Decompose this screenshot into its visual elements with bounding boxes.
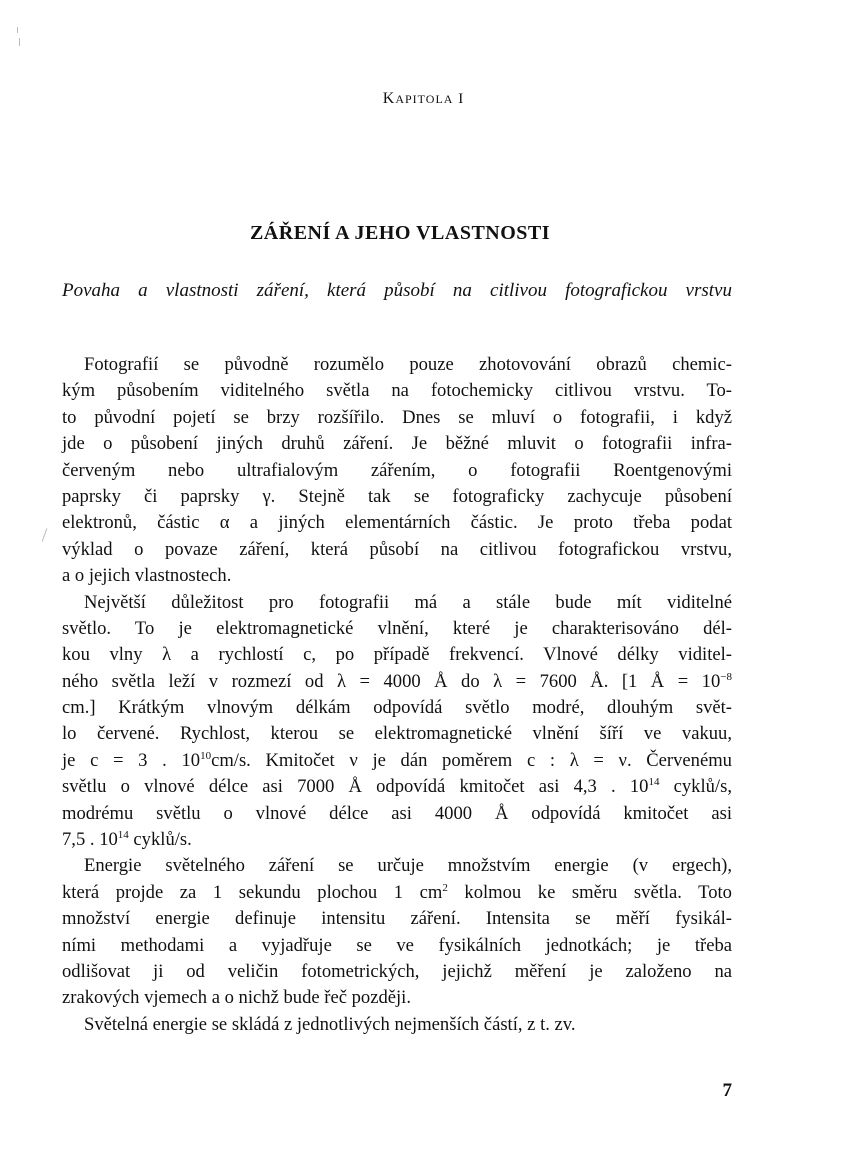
- running-head-initial: K: [382, 90, 396, 107]
- text-segment: Světelná energie se skládá z jednotlivých nejmenších částí, z t. zv.: [84, 1013, 576, 1035]
- text-segment: odlišovat ji od veličin fotometrických, jejichž měření je založeno na: [62, 960, 732, 982]
- text-line: [62, 827, 732, 853]
- text-segment: zrakových vjemech a o nichž bude řeč později.: [62, 987, 411, 1009]
- text-segment: ného světla leží v rozmezí od λ = 4000 Å do λ = 7600 Å. [1 Å = 10: [62, 670, 721, 692]
- text-segment: elektronů, částic α a jiných elementárních částic. Je proto třeba podat: [62, 512, 732, 534]
- text-segment: jde o působení jiných druhů záření. Je běžné mluvit o fotografii infra-: [62, 433, 732, 455]
- text-segment: cyklů/s.: [128, 829, 192, 851]
- text-segment: Fotografií se původně rozumělo pouze zhotovování obrazů chemic-: [84, 354, 732, 375]
- text-segment: 7,5 . 10: [62, 829, 118, 851]
- text-segment: kým působením viditelného světla na fotochemicky citlivou vrstvu. To-: [62, 380, 732, 402]
- paragraph: [62, 352, 732, 590]
- text-segment: cyklů/s,: [659, 776, 732, 798]
- chapter-title: ZÁŘENÍ A JEHO VLASTNOSTI: [249, 222, 551, 244]
- text-segment: lo červené. Rychlost, kterou se elektromagnetické vlnění šíří ve vakuu,: [62, 723, 732, 745]
- text-segment: cm/s. Kmitočet ν je dán poměrem c : λ = ν. Červenému: [211, 749, 732, 771]
- text-line: [62, 1012, 732, 1038]
- text-line: [62, 748, 732, 774]
- text-segment: červeným nebo ultrafialovým zářením, o fotografii Roentgenovými: [62, 459, 732, 481]
- text-segment: je c = 3 . 10: [62, 749, 201, 771]
- running-head: [0, 90, 847, 108]
- text-line: [62, 959, 732, 985]
- text-line: [62, 431, 732, 457]
- text-line: [62, 933, 732, 959]
- text-segment: Největší důležitost pro fotografii má a stále bude mít viditelné: [84, 591, 732, 613]
- text-line: [62, 458, 732, 484]
- superscript: −8: [720, 670, 732, 683]
- text-line: [62, 642, 732, 668]
- text-line: [62, 801, 732, 827]
- superscript: 14: [648, 776, 660, 789]
- text-segment: světlu o vlnové délce asi 7000 Å odpovídá kmitočet asi 4,3 . 10: [62, 776, 649, 798]
- text-segment: paprsky či paprsky γ. Stejně tak se fotograficky zachycuje působení: [62, 485, 732, 507]
- paragraph: [62, 1012, 732, 1038]
- text-segment: výklad o povaze záření, která působí na citlivou fotografickou vrstvu,: [62, 538, 732, 560]
- text-line: [62, 484, 732, 510]
- running-head-word: APITOLA: [395, 92, 454, 106]
- body-text: [62, 352, 732, 1038]
- scan-artifact: [42, 528, 48, 541]
- paragraph: [62, 590, 732, 854]
- text-line: [62, 352, 732, 378]
- running-head-numeral: I: [458, 91, 465, 107]
- text-segment: to původní pojetí se brzy rozšířilo. Dnes se mluví o fotografii, i když: [62, 406, 732, 428]
- text-segment: ními methodami a vyjadřuje se ve fysikálních jednotkách; je třeba: [62, 934, 732, 956]
- text-segment: a o jejich vlastnostech.: [62, 565, 232, 587]
- text-line: [62, 721, 732, 747]
- superscript: 10: [200, 749, 212, 762]
- text-line: [62, 590, 732, 616]
- text-segment: která projde za 1 sekundu plochou 1 cm: [62, 881, 443, 903]
- text-segment: modrému světlu o vlnové délce asi 4000 Å odpovídá kmitočet asi: [62, 802, 732, 824]
- text-segment: kolmou ke směru světla. Toto: [447, 881, 732, 903]
- text-line: [62, 378, 732, 404]
- text-segment: světlo. To je elektromagnetické vlnění, které je charakterisováno dél-: [62, 617, 732, 639]
- text-line: [62, 537, 732, 563]
- text-line: [62, 985, 732, 1011]
- text-line: [62, 510, 732, 536]
- text-line: [62, 774, 732, 800]
- text-line: [62, 695, 732, 721]
- text-segment: kou vlny λ a rychlostí c, po případě frekvencí. Vlnové délky viditel-: [62, 644, 732, 666]
- text-segment: množství energie definuje intensitu záření. Intensita se měří fysikál-: [62, 908, 732, 930]
- text-segment: Energie světelného záření se určuje množstvím energie (v ergech),: [84, 855, 732, 877]
- text-line: [62, 880, 732, 906]
- text-line: [62, 669, 732, 695]
- superscript: 2: [442, 881, 448, 894]
- scan-artifact: [17, 27, 18, 33]
- text-line: [62, 853, 732, 879]
- paragraph: [62, 853, 732, 1011]
- superscript: 14: [117, 829, 129, 842]
- text-line: [62, 616, 732, 642]
- text-line: [62, 563, 732, 589]
- text-segment: cm.] Krátkým vlnovým délkám odpovídá světlo modré, dlouhým svět-: [62, 697, 732, 719]
- page-number: 7: [722, 1080, 732, 1101]
- scan-artifact: [19, 38, 20, 46]
- text-line: [62, 405, 732, 431]
- text-line: [62, 906, 732, 932]
- section-subtitle: Povaha a vlastnosti záření, která působí na citlivou fotografickou vrstvu: [62, 280, 732, 301]
